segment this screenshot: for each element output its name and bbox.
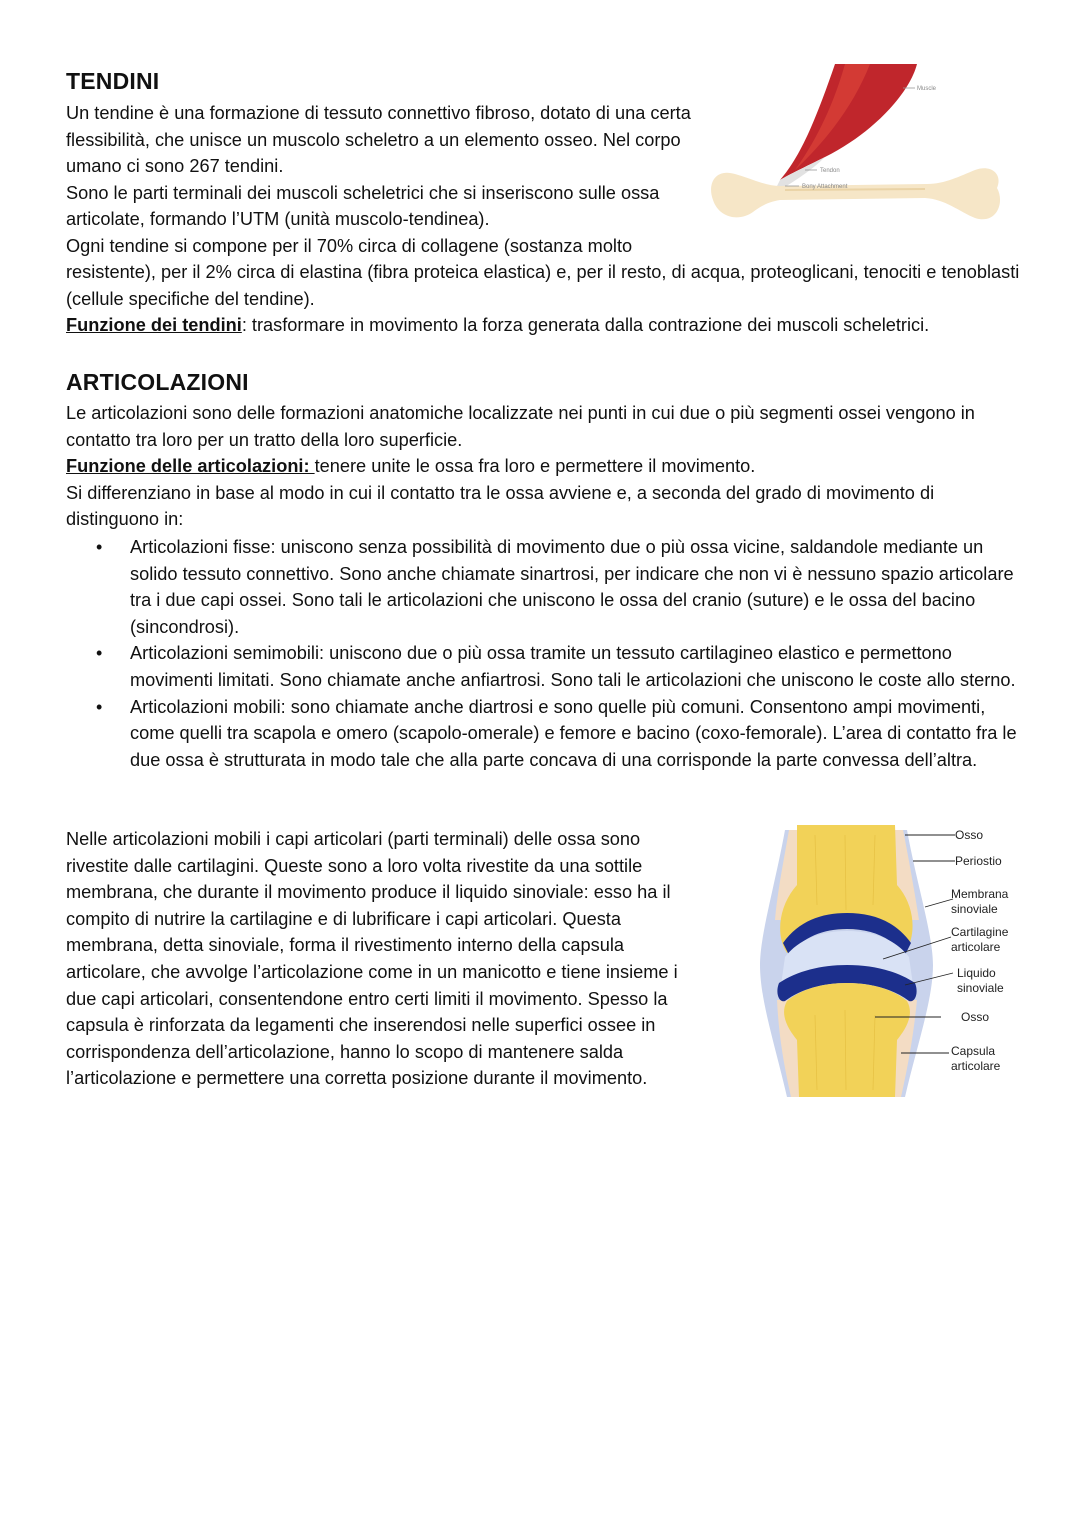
label-membrana-1: Membrana (951, 887, 1009, 901)
articolazioni-paragraph-3: Nelle articolazioni mobili i capi articolari (parti terminali) delle ossa sono rivestite dalle cartilagini. Queste sono a loro volta rivestite da una sottile membrana, che durante il movimento produce il liquido sinoviale: esso ha il compito di nutrire la cartilagine e di lubrificare i capi articolari. Questa membrana, detta sinoviale, forma il rivestimento interno della capsula articolare, che avvolge l’articolazione come in un manicotto e tiene insieme i due capi articolari, consentendone entro certi limiti il movimento. Spesso la capsula è rinforzata da legamenti che inserendosi nelle superfici ossee in corrispondenza dell’articolazione, hanno lo scopo di mantenere salda l’articolazione e permettere una corretta posizione durante il movimento. (66, 829, 678, 1089)
tendini-paragraph-1 (66, 100, 706, 260)
tendini-p2-text: Sono le parti terminali dei muscoli scheletrici che si inseriscono sulle ossa articolate, formando l’UTM (unità muscolo-tendinea). (66, 182, 660, 230)
lower-bone (784, 983, 910, 1097)
muscle-label: Muscle (917, 86, 937, 92)
articolazioni-p1-text: Le articolazioni sono delle formazioni anatomiche localizzate nei punti in cui due o più segmenti ossei vengono in contatto tra loro per un tratto della loro superficie. (66, 403, 975, 450)
list-item: • Articolazioni fisse: uniscono senza possibilità di movimento due o più ossa vicine, saldandole mediante un solido tessuto connettivo. Sono anche chiamate sinartrosi, per indicare che non vi è nessuno spazio articolare tra i due capi ossei. Sono tali le articolazioni che uniscono le ossa del cranio (suture) e le ossa del bacino (sincondrosi). (96, 534, 1026, 640)
label-cartilagine-2: articolare (951, 940, 1001, 954)
label-osso-top: Osso (955, 828, 984, 842)
label-capsula-1: Capsula (951, 1044, 996, 1058)
tendini-function-text: : trasformare in movimento la forza generata dalla contrazione dei muscoli scheletrici. (241, 315, 930, 336)
label-cartilagine-1: Cartilagine (951, 925, 1009, 939)
articolazioni-p2-text: Si differenziano in base al modo in cui il contatto tra le ossa avviene e, a seconda del grado di movimento di distinguono in: (66, 482, 935, 530)
label-osso-bottom: Osso (961, 1010, 990, 1024)
articolazioni-paragraph-1 (66, 400, 1026, 533)
bony-attachment-label: Bony Attachment (802, 184, 848, 190)
tendon-label: Tendon (820, 168, 840, 174)
label-liquido-1: Liquido (957, 966, 996, 980)
tendini-paragraph-2 (66, 259, 1026, 339)
label-liquido-2: sinoviale (957, 981, 1004, 995)
articolazioni-function-label: Funzione delle articolazioni: (66, 456, 315, 477)
tendon-figure (705, 62, 1005, 242)
tendini-p3a-text: Ogni tendine si compone per il 70% circa di collagene (sostanza molto (66, 235, 633, 256)
list-item: • Articolazioni mobili: sono chiamate anche diartrosi e sono quelle più comuni. Consentono ampi movimenti, come quelli tra scapola e omero (scapolo-omerale) e femore e bacino (coxo-femorale). L’area di contatto fra le due ossa è strutturata in modo tale che alla parte concava di una corrisponde la parte convessa dell’altra. (96, 694, 1026, 774)
list-item: • Articolazioni semimobili: uniscono due o più ossa tramite un tessuto cartilagineo elastico e permettono movimenti limitati. Sono chiamate anche anfiartrosi. Sono tali le articolazioni che uniscono le coste allo sterno. (96, 640, 1026, 693)
label-capsula-2: articolare (951, 1059, 1001, 1073)
bone-shape (711, 168, 1000, 219)
label-membrana-2: sinoviale (951, 902, 998, 916)
tendini-p1-text: Un tendine è una formazione di tessuto connettivo fibroso, dotato di una certa flessibilità, che unisce un muscolo scheletro a un elemento osseo. Nel corpo umano ci sono 267 tendini. (66, 103, 691, 177)
section-title-tendini: TENDINI (66, 68, 160, 94)
articolazioni-function-text: tenere unite le ossa fra loro e permettere il movimento. (314, 456, 756, 477)
tendini-function-label: Funzione dei tendini (66, 315, 242, 336)
tendini-p3b-text: resistente), per il 2% circa di elastina (fibra proteica elastica) e, per il resto, di acqua, proteoglicani, tenociti e tenoblasti (cellule specifiche del tendine). (66, 262, 1020, 309)
section-title-articolazioni: ARTICOLAZIONI (66, 369, 249, 395)
joint-figure (755, 825, 1025, 1100)
joint-types-list (96, 534, 1026, 773)
label-periostio: Periostio (955, 854, 1002, 868)
